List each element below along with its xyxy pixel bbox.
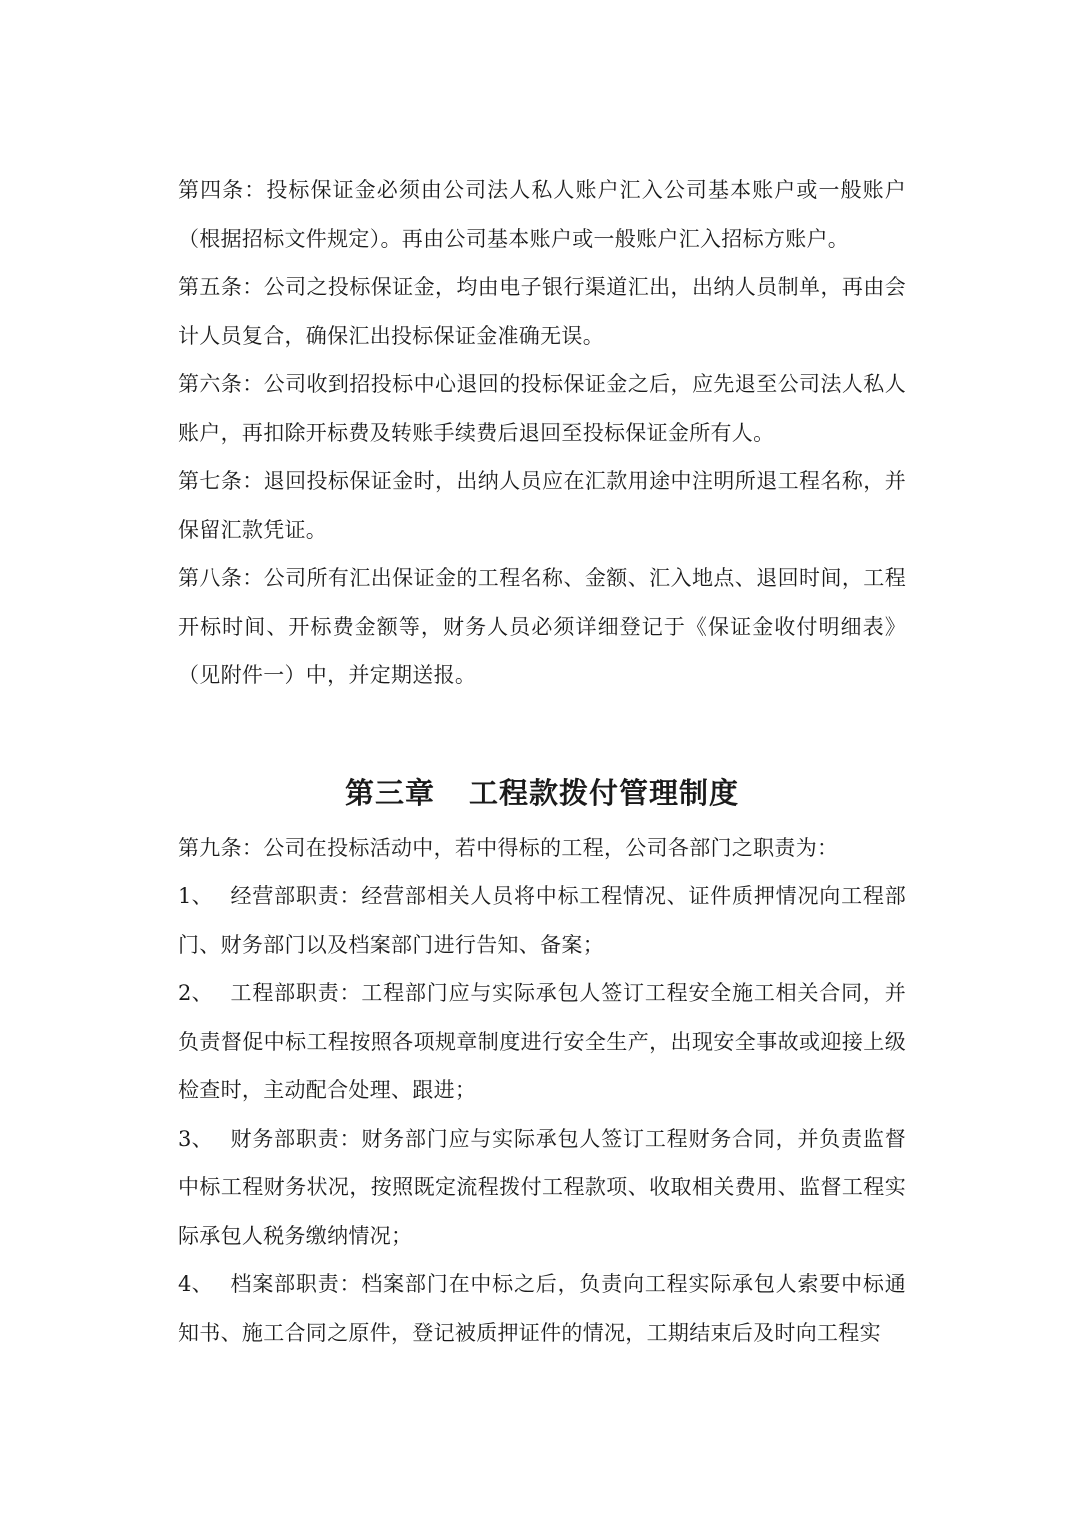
article-7: 第七条：退回投标保证金时，出纳人员应在汇款用途中注明所退工程名称，并保留汇款凭证。: [178, 469, 906, 542]
chapter-heading: [178, 762, 906, 824]
article-9: 第九条：公司在投标活动中，若中得标的工程，公司各部门之职责为：: [178, 835, 839, 860]
article-5: 第五条：公司之投标保证金，均由电子银行渠道汇出，出纳人员制单，再由会计人员复合，确保汇出投标保证金准确无误。: [178, 275, 906, 348]
duty-item-3: [178, 1115, 906, 1261]
article-8: 第八条：公司所有汇出保证金的工程名称、金额、汇入地点、退回时间，工程开标时间、开标费金额等，财务人员必须详细登记于《保证金收付明细表》（见附件一）中，并定期送报。: [178, 566, 906, 687]
duty-number: 1、: [178, 884, 213, 908]
duty-text: 经营部职责：经营部相关人员将中标工程情况、证件质押情况向工程部门、财务部门以及档案部门进行告知、备案；: [178, 884, 906, 957]
duty-text: 档案部职责：档案部门在中标之后，负责向工程实际承包人索要中标通知书、施工合同之原件，登记被质押证件的情况，工期结束后及时向工程实: [178, 1272, 906, 1345]
duty-item-1: [178, 872, 906, 969]
duty-number: 4、: [178, 1272, 213, 1296]
duty-text: 财务部职责：财务部门应与实际承包人签订工程财务合同，并负责监督中标工程财务状况，按照既定流程拨付工程款项、收取相关费用、监督工程实际承包人税务缴纳情况；: [178, 1126, 906, 1248]
duty-item-4: [178, 1260, 906, 1357]
duty-number: 2、: [178, 981, 213, 1005]
article-6: 第六条：公司收到招投标中心退回的投标保证金之后，应先退至公司法人私人账户，再扣除开标费及转账手续费后退回至投标保证金所有人。: [178, 372, 906, 445]
duty-number: 3、: [178, 1126, 213, 1151]
duty-text: 工程部职责：工程部门应与实际承包人签订工程安全施工相关合同，并负责督促中标工程按照各项规章制度进行安全生产，出现安全事故或迎接上级检查时，主动配合处理、跟进；: [178, 981, 906, 1102]
article-4: 第四条：投标保证金必须由公司法人私人账户汇入公司基本账户或一般账户（根据招标文件规定）。再由公司基本账户或一般账户汇入招标方账户。: [178, 178, 906, 251]
chapter-spacer: [178, 700, 906, 762]
chapter-title: 工程款拨付管理制度: [469, 775, 740, 810]
document-page: [178, 166, 906, 1357]
chapter-number: 第三章: [344, 775, 435, 810]
duty-item-2: [178, 969, 906, 1115]
